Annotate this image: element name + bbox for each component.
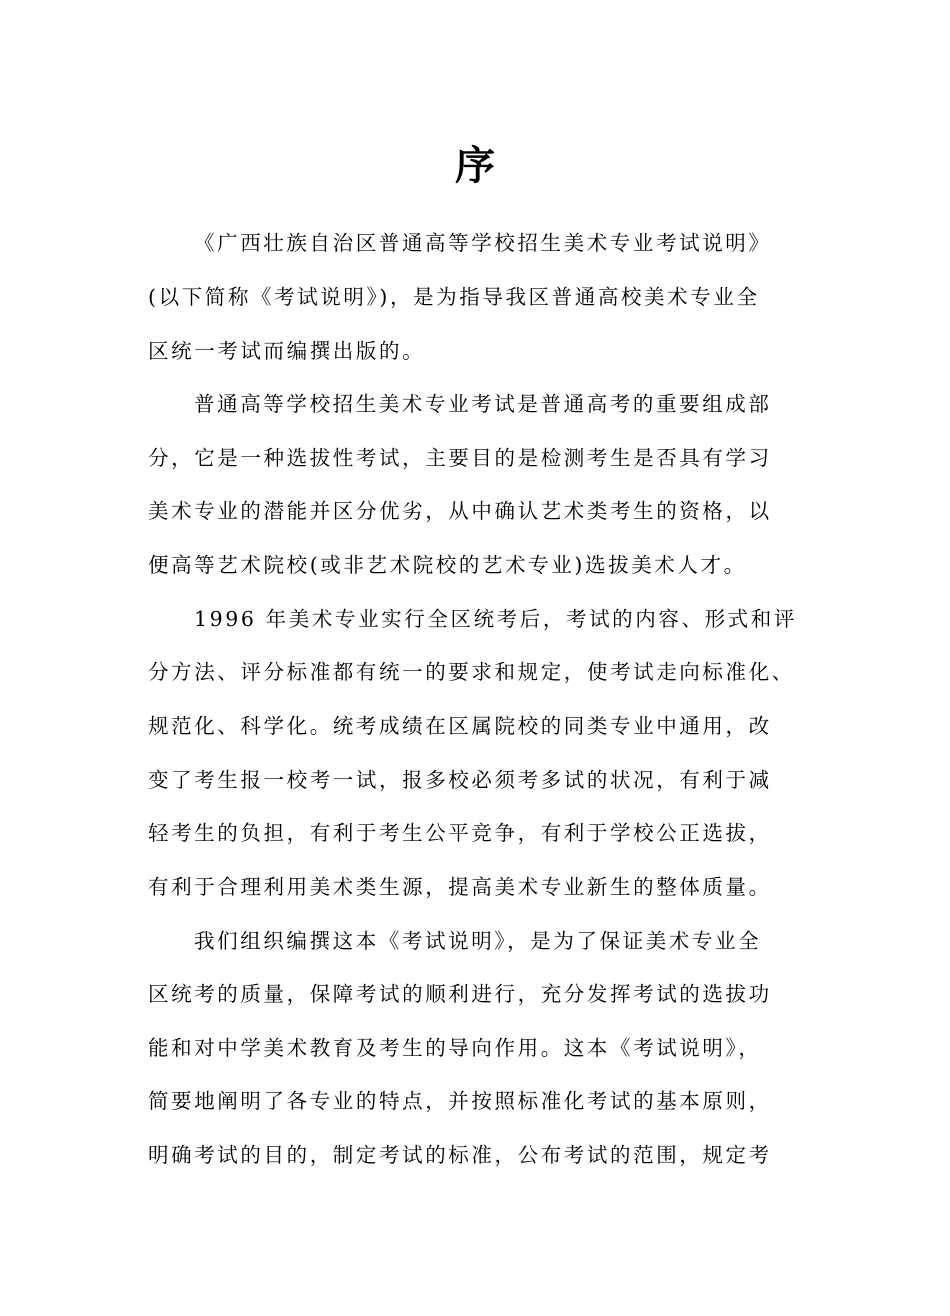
paragraph-line: 1996 年美术专业实行全区统考后，考试的内容、形式和评 <box>194 607 797 631</box>
paragraph-line: 区统一考试而编撰出版的。 <box>148 339 426 363</box>
paragraph-line: 明确考试的目的，制定考试的标准，公布考试的范围，规定考 <box>148 1143 772 1167</box>
paragraph-line: 能和对中学美术教育及考生的导向作用。这本《考试说明》， <box>148 1036 762 1060</box>
paragraph-line: 分方法、评分标准都有统一的要求和规定，使考试走向标准化、 <box>148 660 795 684</box>
paragraph-line: 分，它是一种选拔性考试，主要目的是检测考生是否具有学习 <box>148 446 772 470</box>
paragraph-line: 轻考生的负担，有利于考生公平竞争，有利于学校公正选拔， <box>148 821 772 845</box>
paragraph-line: 简要地阐明了各专业的特点，并按照标准化考试的基本原则， <box>148 1089 772 1113</box>
page-title: 序 <box>455 143 495 189</box>
paragraph-line: 变了考生报一校考一试，报多校必须考多试的状况，有利于减 <box>148 768 772 792</box>
paragraph-line: 便高等艺术院校(或非艺术院校的艺术专业)选拔美术人才。 <box>148 553 747 577</box>
paragraph-line: 有利于合理利用美术类生源，提高美术专业新生的整体质量。 <box>148 875 772 899</box>
paragraph-line: 规范化、科学化。统考成绩在区属院校的同类专业中通用，改 <box>148 714 772 738</box>
paragraph-line: 区统考的质量，保障考试的顺利进行，充分发挥考试的选拔功 <box>148 982 772 1006</box>
paragraph-line: 普通高等学校招生美术专业考试是普通高考的重要组成部 <box>194 392 772 416</box>
paragraph-line: 《广西壮族自治区普通高等学校招生美术专业考试说明》 <box>194 231 772 255</box>
paragraph-line: 我们组织编撰这本《考试说明》，是为了保证美术专业全 <box>194 929 762 953</box>
paragraph-line: 美术专业的潜能并区分优劣，从中确认艺术类考生的资格，以 <box>148 499 772 523</box>
paragraph-line: (以下简称《考试说明》)，是为指导我区普通高校美术专业全 <box>148 285 760 309</box>
